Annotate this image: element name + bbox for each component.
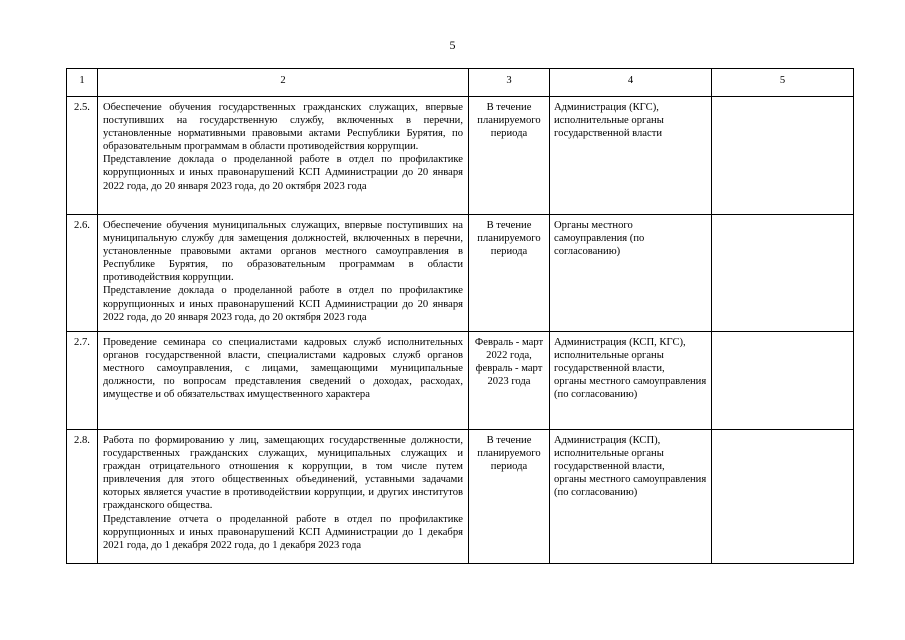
term-cell bbox=[469, 332, 550, 430]
row-number: 2.7. bbox=[67, 332, 98, 430]
column-header: 1 bbox=[67, 69, 98, 97]
executor-line: исполнительные органы государственной власти, bbox=[554, 448, 665, 473]
measure-paragraph: Проведение семинара со специалистами кадровых служб исполнительных органов государственной власти, специалистами кадровых служб органов местного самоуправления, с лицами, замещающими муниципальные должности, по вопросам представления сведений о доходах, расходах, имуществе и об обязательствах имущественного характера bbox=[103, 337, 463, 401]
executor-line: Администрация (КГС), bbox=[554, 102, 659, 113]
measure-text bbox=[98, 430, 469, 564]
row-number: 2.8. bbox=[67, 430, 98, 564]
term-line: планируемого bbox=[477, 233, 541, 245]
measures-table bbox=[66, 68, 854, 564]
measure-paragraph: Обеспечение обучения муниципальных служащих, впервые поступивших на муниципальную службу для замещения должностей, включенных в перечни, установленные правовыми актами органов местного самоуправления в Республике Бурятия, по образовательным программам в области противодействия коррупции. bbox=[103, 220, 463, 284]
executor-line: Администрация (КСП, КГС), bbox=[554, 337, 686, 348]
row-number: 2.5. bbox=[67, 97, 98, 215]
term-line: В течение bbox=[486, 435, 532, 446]
term-line: периода bbox=[490, 128, 528, 140]
table-row bbox=[67, 215, 854, 332]
executor-cell bbox=[550, 215, 712, 332]
measure-paragraph: Работа по формированию у лиц, замещающих государственные должности, государственных гражданских служащих, муниципальных служащих и граждан отрицательного отношения к коррупции, в том числе путем привлечения для этого общественных объединений, уставными задачами которых является участие в противодействии коррупции, и других институтов гражданского общества. bbox=[103, 435, 463, 512]
term-line: периода bbox=[490, 246, 528, 258]
measure-paragraph: Обеспечение обучения государственных гражданских служащих, впервые поступивших на государственную службу, включенных в перечни, установленные нормативными правовыми актами Республики Бурятия, по образовательным программам в области противодействия коррупции. bbox=[103, 102, 463, 153]
measure-text bbox=[98, 332, 469, 430]
table-header-row bbox=[67, 69, 854, 97]
term-line: февраль - март bbox=[475, 363, 543, 375]
term-cell bbox=[469, 430, 550, 564]
executor-cell bbox=[550, 430, 712, 564]
term-cell bbox=[469, 97, 550, 215]
term-line: 2023 года bbox=[487, 376, 531, 388]
note-cell bbox=[712, 332, 854, 430]
column-header: 3 bbox=[469, 69, 550, 97]
measure-paragraph: Представление доклада о проделанной работе в отдел по профилактике коррупционных и иных правонарушений КСП Администрации до 20 января 2022 года, до 20 января 2023 года, до 20 октября 2023 года bbox=[103, 154, 463, 192]
executor-line: Органы местного самоуправления (по согласованию) bbox=[554, 220, 645, 258]
term-line: В течение bbox=[486, 102, 532, 113]
executor-line: Администрация (КСП), bbox=[554, 435, 661, 446]
term-cell bbox=[469, 215, 550, 332]
executor-line: исполнительные органы государственной власти bbox=[554, 115, 664, 140]
note-cell bbox=[712, 97, 854, 215]
column-header: 4 bbox=[550, 69, 712, 97]
table-row bbox=[67, 97, 854, 215]
column-header: 2 bbox=[98, 69, 469, 97]
page-number: 5 bbox=[449, 38, 456, 52]
table-row bbox=[67, 430, 854, 564]
term-line: периода bbox=[490, 461, 528, 473]
executor-line: органы местного самоуправления (по согласованию) bbox=[554, 474, 707, 499]
measure-text bbox=[98, 97, 469, 215]
note-cell bbox=[712, 215, 854, 332]
term-line: планируемого bbox=[477, 115, 541, 127]
executor-cell bbox=[550, 97, 712, 215]
executor-line: органы местного самоуправления (по согласованию) bbox=[554, 376, 707, 401]
measure-paragraph: Представление доклада о проделанной работе в отдел по профилактике коррупционных и иных правонарушений КСП Администрации до 20 января 2022 года, до 20 января 2023 года, до 20 октября 2023 года bbox=[103, 285, 463, 323]
measure-text bbox=[98, 215, 469, 332]
executor-cell bbox=[550, 332, 712, 430]
row-number: 2.6. bbox=[67, 215, 98, 332]
measure-paragraph: Представление отчета о проделанной работе в отдел по профилактике коррупционных и иных правонарушений КСП Администрации до 1 декабря 2021 года, до 1 декабря 2022 года, до 1 декабря 2023 года bbox=[103, 513, 463, 551]
note-cell bbox=[712, 430, 854, 564]
executor-line: исполнительные органы государственной власти, bbox=[554, 350, 665, 375]
term-line: В течение bbox=[486, 220, 532, 231]
column-header: 5 bbox=[712, 69, 854, 97]
term-line: Февраль - март bbox=[474, 337, 544, 348]
term-line: планируемого bbox=[477, 448, 541, 460]
table-row bbox=[67, 332, 854, 430]
term-line: 2022 года, bbox=[486, 350, 532, 362]
